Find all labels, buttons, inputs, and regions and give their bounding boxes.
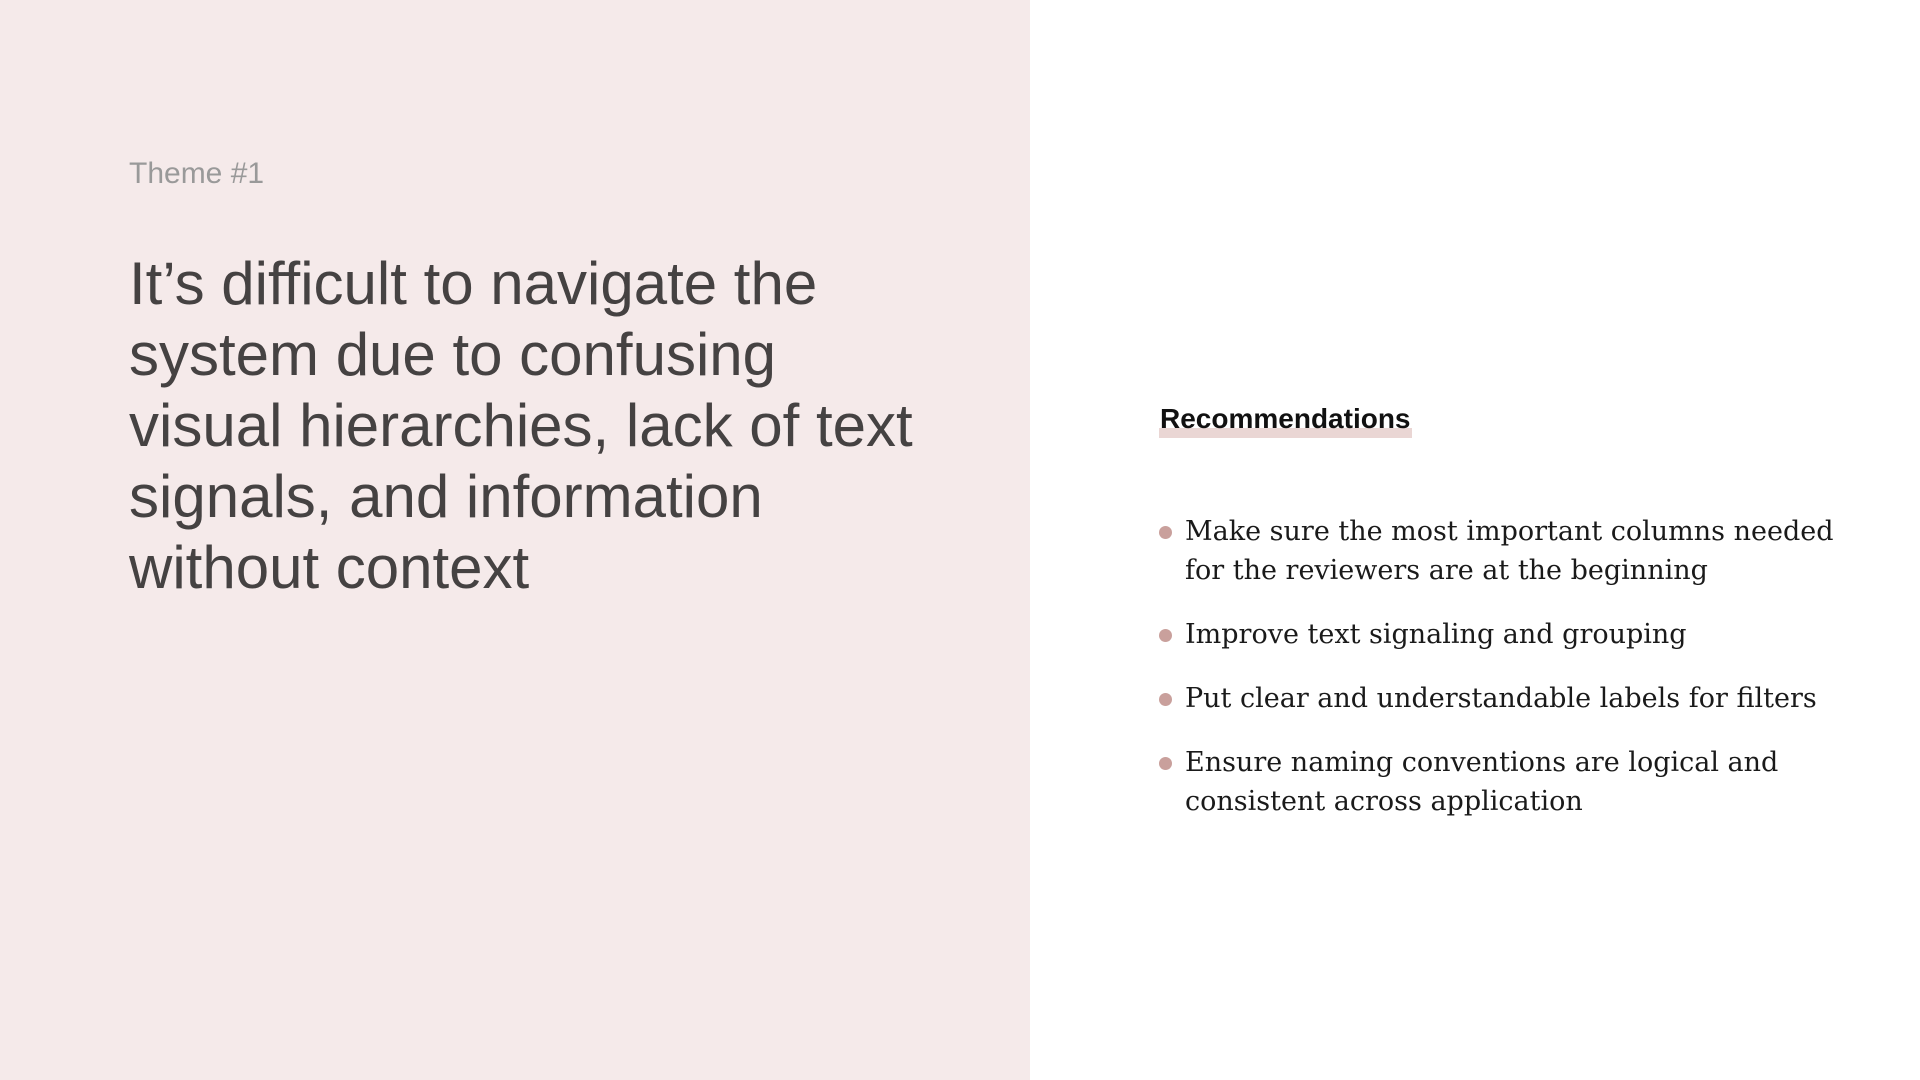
recommendation-text: Improve text signaling and grouping: [1185, 619, 1687, 650]
recommendation-text: Ensure naming conventions are logical and consistent across application: [1185, 747, 1779, 817]
bullet-dot-icon: [1159, 757, 1172, 770]
bullet-dot-icon: [1159, 526, 1172, 539]
theme-label: Theme #1: [129, 157, 265, 190]
recommendation-item: [1159, 743, 1859, 821]
recommendation-item: [1159, 679, 1859, 718]
recommendation-text: Make sure the most important columns needed for the reviewers are at the beginning: [1185, 516, 1834, 586]
recommendation-text: Put clear and understandable labels for filters: [1185, 683, 1817, 714]
bullet-dot-icon: [1159, 629, 1172, 642]
recommendations-panel: [1030, 0, 1920, 1080]
bullet-dot-icon: [1159, 693, 1172, 706]
recommendations-heading: Recommendations: [1159, 402, 1412, 438]
theme-headline: It’s difficult to navigate the system due to confusing visual hierarchies, lack of text signals, and information without context: [129, 250, 913, 601]
recommendation-item: [1159, 615, 1859, 654]
recommendations-list: [1159, 512, 1859, 846]
recommendation-item: [1159, 512, 1859, 590]
